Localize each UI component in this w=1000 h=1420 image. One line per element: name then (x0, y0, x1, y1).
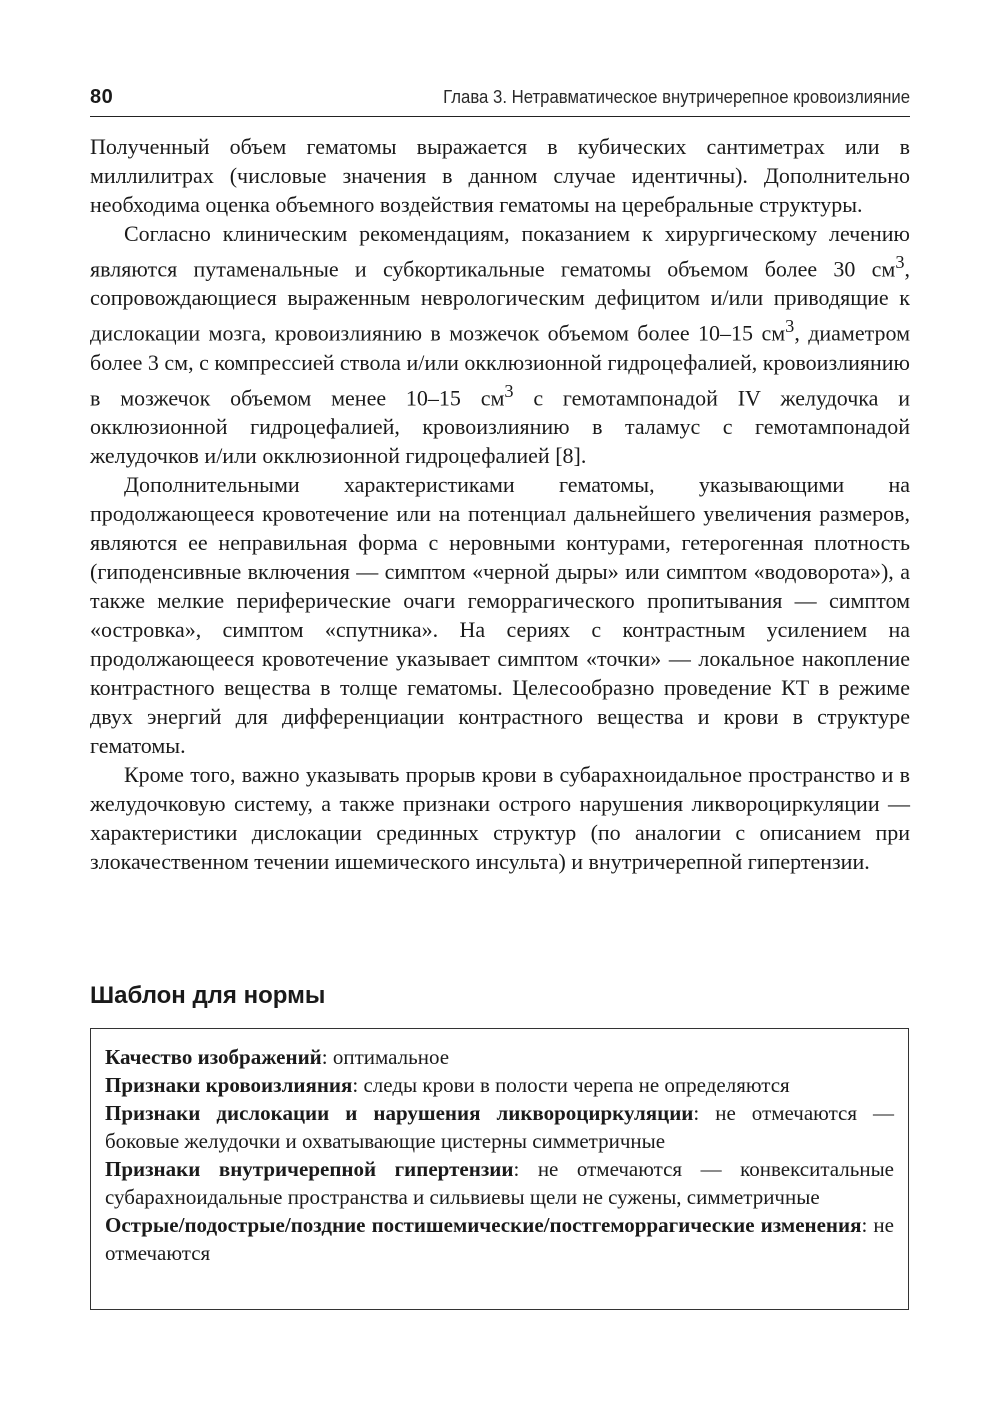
page-number: 80 (90, 86, 114, 108)
paragraph-2-part-4: с гемотампонадой IV желудочка и окклюзионной гидроцефалией, кровоизлиянию в таламус с гемотампонадой желудочков и/или окклюзионной гидроцефалией [8]. (90, 384, 910, 468)
template-value: : не отмечаются — боковые желудочки и охватывающие цистерны симметричные (105, 1101, 894, 1153)
template-item-dislocation (105, 1099, 894, 1155)
template-label: Признаки внутричерепной гипертензии (105, 1157, 514, 1181)
paragraph-3: Дополнительными характеристиками гематомы, указывающими на продолжающееся кровотечение или на потенциал дальнейшего увеличения размеров, являются ее неправильная форма с неровными контурами, гетерогенная плотность (гиподенсивные включения — симптом «черной дыры» или симптом «водоворота»), а также мелкие периферические очаги геморрагического пропитывания — симптом «островка», симптом «спутника». На сериях с контрастным усилением на продолжающееся кровотечение указывает симптом «точки» — локальное накопление контрастного вещества в толще гематомы. Целесообразно проведение КТ в режиме двух энергий для дифференциации контрастного вещества и крови в структуре гематомы. (90, 471, 910, 758)
template-value: : не отмечаются (105, 1213, 894, 1265)
paragraph-4: Кроме того, важно указывать прорыв крови в субарахноидальное пространство и в желудочковую систему, а также признаки острого нарушения ликвороциркуляции — характеристики дислокации срединных структур (по аналогии с описанием при злокачественном течении ишемического инсульта) и внутричерепной гипертензии. (90, 761, 910, 874)
template-value: : оптимальное (321, 1045, 450, 1069)
template-item-changes (105, 1211, 894, 1267)
superscript-cube: 3 (895, 252, 905, 272)
template-label: Признаки кровоизлияния (105, 1073, 353, 1097)
template-label: Качество изображений (105, 1045, 322, 1069)
section-heading: Шаблон для нормы (90, 982, 326, 1009)
superscript-cube: 3 (785, 316, 795, 337)
template-item-hypertension (105, 1155, 894, 1211)
template-item-hemorrhage (105, 1071, 894, 1099)
paragraph-2-part-3: , диаметром более 3 см, с компрессией ствола и/или окклюзионной гидроцефалией, кровоизлиянию в мозжечок объемом менее 10–15 см (90, 320, 910, 410)
template-label: Признаки дислокации и нарушения ликвороциркуляции (105, 1101, 694, 1125)
body-text (90, 132, 910, 876)
paragraph-2 (90, 219, 910, 470)
normal-template-box (90, 1028, 909, 1310)
running-header (90, 82, 910, 117)
template-value: : не отмечаются — конвекситальные субарахноидальные пространства и сильвиевы щели не сужены, симметричные (105, 1157, 894, 1209)
template-label: Острые/подострые/поздние постишемические/постгеморрагические изменения (105, 1213, 862, 1237)
paragraph-2-part-1: Согласно клиническим рекомендациям, показанием к хирургическому лечению являются путаменальные и субкортикальные гематомы объемом более 30 см (90, 221, 910, 282)
template-value: : следы крови в полости черепа не определяются (352, 1073, 790, 1097)
superscript-cube: 3 (504, 380, 514, 401)
paragraph-1: Полученный объем гематомы выражается в кубических сантиметрах или в миллилитрах (числовые значения в данном случае идентичны). Дополнительно необходима оценка объемного воздействия гематомы на церебральные структуры. (90, 134, 910, 217)
running-title: Глава 3. Нетравматическое внутричерепное кровоизлияние (443, 87, 910, 107)
paragraph-2-part-2: , сопровождающиеся выраженным неврологическим дефицитом и/или приводящие к дислокации мозга, кровоизлиянию в мозжечок объемом более 10–15 см (90, 256, 910, 346)
template-item-image-quality (105, 1043, 894, 1071)
